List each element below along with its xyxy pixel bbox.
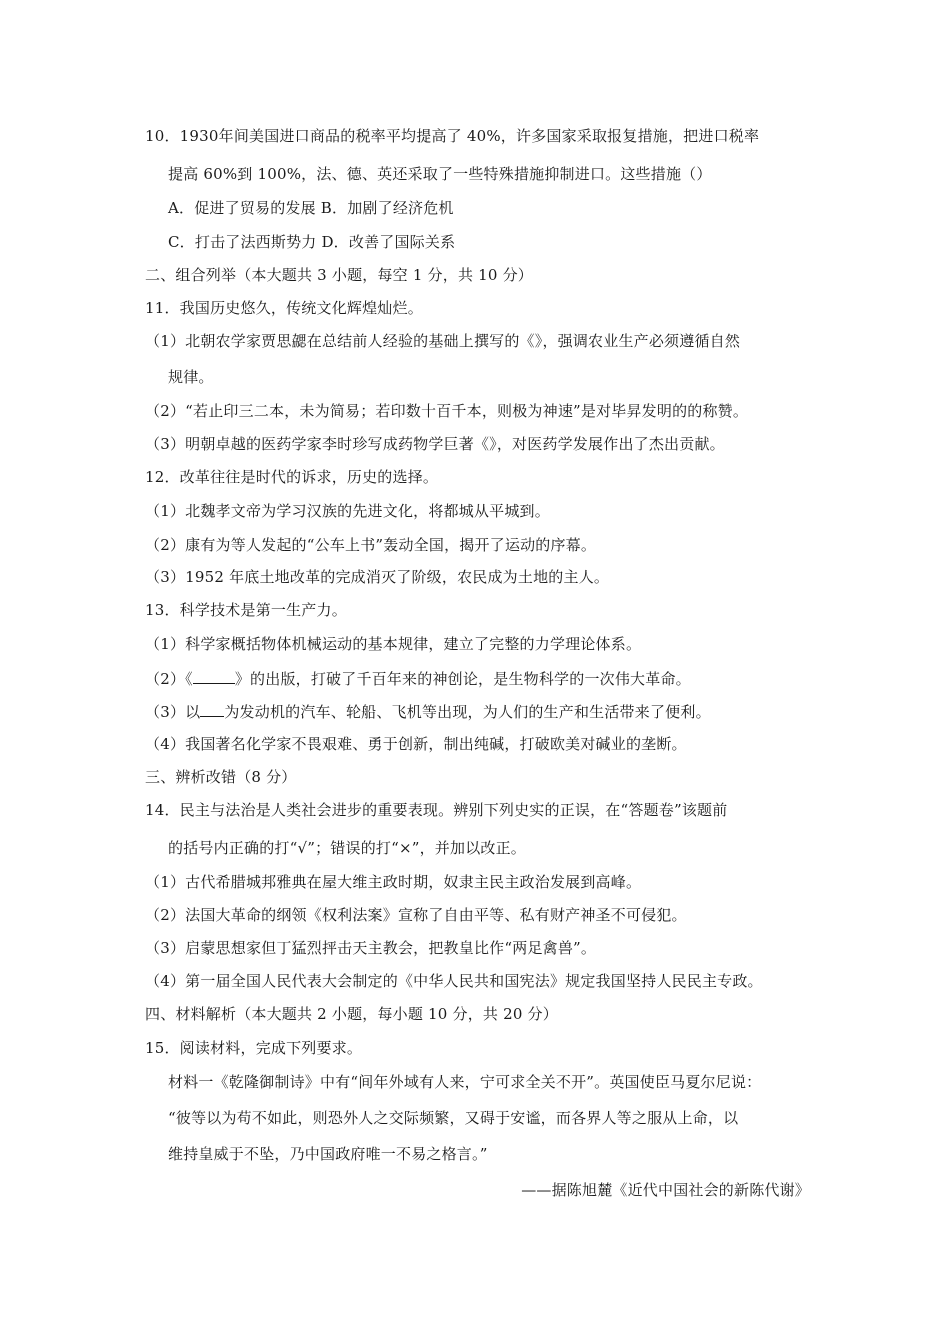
section-2-heading: 二、组合列举（本大题共 3 小题，每空 1 分，共 10 分）: [145, 266, 533, 284]
section-3-heading: 三、辨析改错（8 分）: [145, 768, 297, 786]
q11-part-2: （2）“若止印三二本，未为简易；若印数十百千本，则极为神速”是对毕昇发明的的称赞。: [145, 402, 749, 420]
q13-part-3-suffix: 为发动机的汽车、轮船、飞机等出现，为人们的生产和生活带来了便利。: [224, 703, 711, 721]
q13-part-3-prefix: （3）以: [145, 703, 201, 721]
q11-part-1-line-2: 规律。: [168, 368, 214, 386]
q10-stem-line-2: 提高 60%到 100%，法、德、英还采取了一些特殊措施抑制进口。这些措施（）: [168, 165, 712, 183]
q10-options-cd: C．打击了法西斯势力 D．改善了国际关系: [168, 233, 456, 251]
answer-blank[interactable]: [193, 668, 235, 684]
q14-part-1: （1）古代希腊城邦雅典在屋大维主政时期，奴隶主民主政治发展到高峰。: [145, 873, 642, 891]
q14-part-4: （4）第一届全国人民代表大会制定的《中华人民共和国宪法》规定我国坚持人民民主专政。: [145, 972, 763, 990]
q15-material-1-line-3: 维持皇威于不坠，乃中国政府唯一不易之格言。”: [168, 1145, 488, 1163]
q13-part-4: （4）我国著名化学家不畏艰难、勇于创新，制出纯碱，打破欧美对碱业的垄断。: [145, 735, 687, 753]
q15-material-1-line-1: 材料一《乾隆御制诗》中有“间年外域有人来，宁可求全关不开”。英国使臣马夏尔尼说：: [168, 1073, 762, 1091]
q15-stem: 15．阅读材料，完成下列要求。: [145, 1039, 363, 1057]
section-4-heading: 四、材料解析（本大题共 2 小题，每小题 10 分，共 20 分）: [145, 1005, 558, 1023]
q13-part-2: [145, 668, 825, 689]
q14-stem-line-2: 的括号内正确的打“√”；错误的打“×”，并加以改正。: [168, 839, 527, 857]
q15-material-source: ——据陈旭麓《近代中国社会的新陈代谢》: [521, 1181, 810, 1199]
q12-part-1: （1）北魏孝文帝为学习汉族的先进文化，将都城从平城到。: [145, 502, 550, 520]
q11-stem: 11．我国历史悠久，传统文化辉煌灿烂。: [145, 299, 423, 317]
q14-stem-line-1: 14．民主与法治是人类社会进步的重要表现。辨别下列史实的正误，在“答题卷”该题前: [145, 801, 728, 819]
q10-options-ab: A．促进了贸易的发展 B．加剧了经济危机: [168, 199, 454, 217]
q13-part-2-suffix: 》的出版，打破了千百年来的神创论，是生物科学的一次伟大革命。: [234, 670, 691, 688]
q11-part-1-line-1: （1）北朝农学家贾思勰在总结前人经验的基础上撰写的《》，强调农业生产必须遵循自然: [145, 332, 741, 350]
q12-part-3: （3）1952 年底土地改革的完成消灭了阶级，农民成为土地的主人。: [145, 568, 610, 586]
q11-part-3: （3）明朝卓越的医药学家李时珍写成药物学巨著《》，对医药学发展作出了杰出贡献。: [145, 435, 725, 453]
q13-part-2-prefix: （2）《: [145, 670, 193, 688]
q12-part-2: （2）康有为等人发起的“公车上书”轰动全国，揭开了运动的序幕。: [145, 536, 597, 554]
q14-part-2: （2）法国大革命的纲领《权利法案》宣称了自由平等、私有财产神圣不可侵犯。: [145, 906, 687, 924]
q10-stem-line-1: 10．1930年间美国进口商品的税率平均提高了 40%，许多国家采取报复措施，把进口税率: [145, 127, 760, 145]
q12-stem: 12．改革往往是时代的诉求，历史的选择。: [145, 468, 439, 486]
q13-part-1: （1）科学家概括物体机械运动的基本规律，建立了完整的力学理论体系。: [145, 635, 642, 653]
q13-part-3: [145, 701, 825, 722]
q14-part-3: （3）启蒙思想家但丁猛烈抨击天主教会，把教皇比作“两足禽兽”。: [145, 939, 597, 957]
q13-stem: 13．科学技术是第一生产力。: [145, 601, 347, 619]
q15-material-1-line-2: “彼等以为苟不如此，则恐外人之交际频繁，又碍于安谧，而各界人等之服从上命，以: [168, 1109, 739, 1127]
answer-blank[interactable]: [200, 701, 224, 717]
